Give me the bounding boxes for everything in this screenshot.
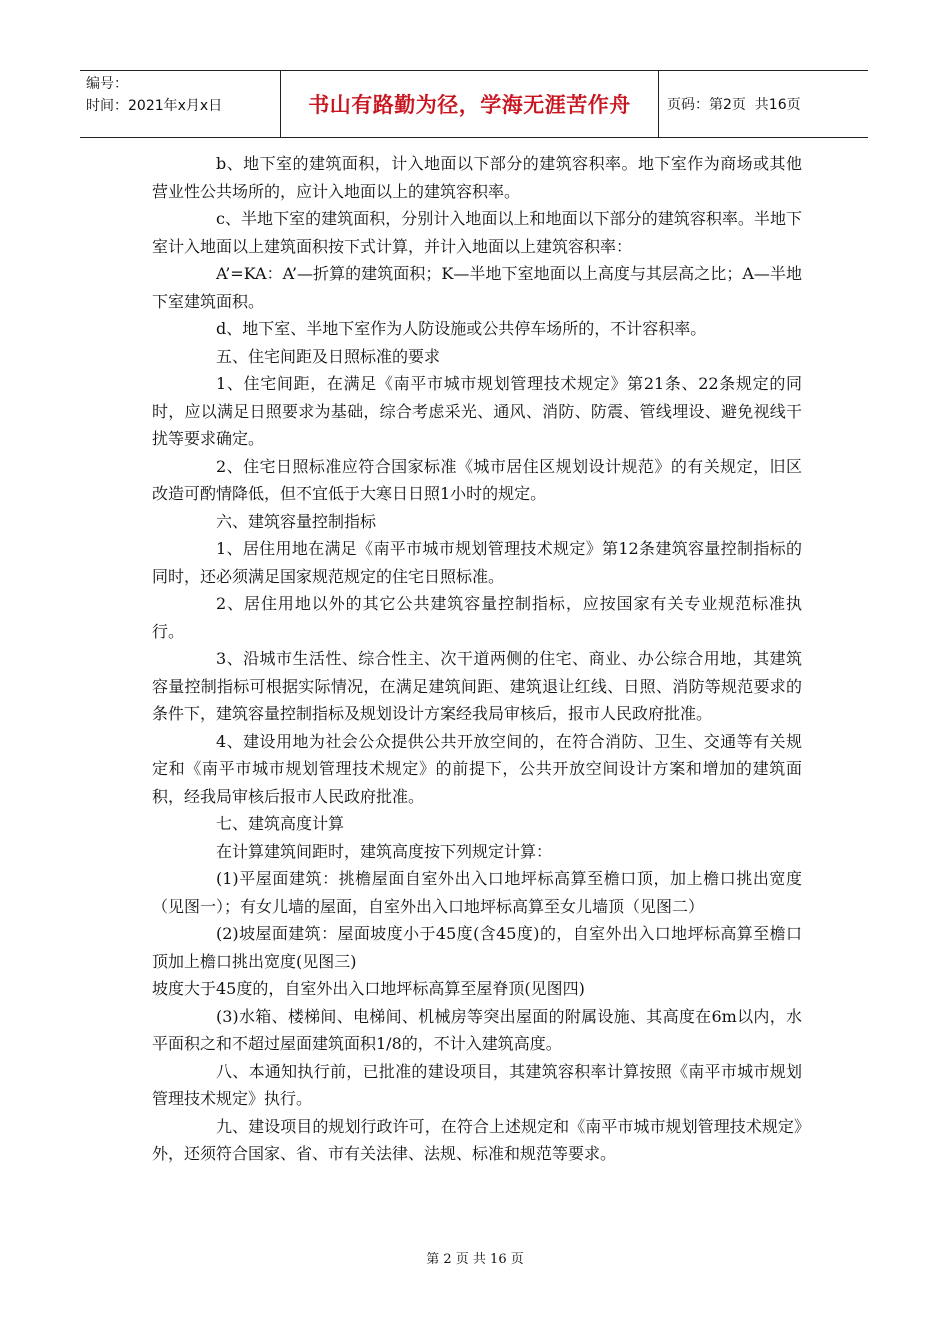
page-footer bbox=[0, 1248, 950, 1267]
body-paragraph: b、地下室的建筑面积，计入地面以下部分的建筑容积率。地下室作为商场或其他营业性公共场所的，应计入地面以上的建筑容积率。 bbox=[152, 154, 802, 201]
body-paragraph: 1、居住用地在满足《南平市城市规划管理技术规定》第12条建筑容量控制指标的同时，还必须满足国家规范规定的住宅日照标准。 bbox=[152, 539, 802, 586]
body-paragraph: d、地下室、半地下室作为人防设施或公共停车场所的，不计容积率。 bbox=[216, 319, 707, 338]
body-paragraph: 五、住宅间距及日照标准的要求 bbox=[216, 346, 441, 366]
body-paragraph: 2、居住用地以外的其它公共建筑容量控制指标，应按国家有关专业规范标准执行。 bbox=[152, 594, 802, 641]
body-paragraph: 1、住宅间距，在满足《南平市城市规划管理技术规定》第21条、22条规定的同时，应以满足日照要求为基础，综合考虑采光、通风、消防、防震、管线埋设、避免视线干扰等要求确定。 bbox=[152, 374, 802, 448]
body-paragraph: 2、住宅日照标准应符合国家标准《城市居住区规划设计规范》的有关规定，旧区改造可酌情降低，但不宜低于大寒日日照1小时的规定。 bbox=[152, 456, 802, 503]
body-paragraph: 坡度大于45度的，自室外出入口地坪标高算至屋脊顶(见图四) bbox=[152, 979, 585, 998]
body-paragraph: 在计算建筑间距时，建筑高度按下列规定计算： bbox=[216, 841, 553, 861]
header-meta-cell bbox=[80, 71, 281, 137]
body-paragraph: (2)坡屋面建筑：屋面坡度小于45度(含45度)的，自室外出入口地坪标高算至檐口顶加上檐口挑出宽度(见图三) bbox=[152, 924, 802, 971]
page-header bbox=[80, 70, 868, 138]
body-paragraph: A’=KA：A’—折算的建筑面积；K—半地下室地面以上高度与其层高之比；A—半地下室建筑面积。 bbox=[152, 264, 802, 311]
body-paragraph: (1)平屋面建筑：挑檐屋面自室外出入口地坪标高算至檐口顶，加上檐口挑出宽度（见图一）；有女儿墙的屋面，自室外出入口地坪标高算至女儿墙顶（见图二） bbox=[152, 869, 802, 916]
body-paragraph: 4、建设用地为社会公众提供公共开放空间的，在符合消防、卫生、交通等有关规定和《南平市城市规划管理技术规定》的前提下，公共开放空间设计方案和增加的建筑面积，经我局审核后报市人民政府批准。 bbox=[152, 731, 802, 806]
body-paragraph: 八、本通知执行前，已批准的建设项目，其建筑容积率计算按照《南平市城市规划管理技术规定》执行。 bbox=[152, 1061, 802, 1108]
document-body bbox=[152, 150, 802, 1168]
body-paragraph: 七、建筑高度计算 bbox=[216, 814, 345, 833]
header-motto-cell bbox=[281, 71, 659, 137]
header-page-cell bbox=[659, 71, 868, 137]
header-page-info: 页码：第2页 共16页 bbox=[667, 97, 801, 113]
document-date-label: 时间：2021年x月x日 bbox=[86, 98, 223, 114]
body-paragraph: c、半地下室的建筑面积，分别计入地面以上和地面以下部分的建筑容积率。半地下室计入地面以上建筑面积按下式计算，并计入地面以上建筑容积率： bbox=[152, 209, 802, 256]
footer-page-number: 第 2 页 共 16 页 bbox=[426, 1252, 524, 1267]
body-paragraph: (3)水箱、楼梯间、电梯间、机械房等突出屋面的附属设施、其高度在6m以内，水平面积之和不超过屋面建筑面积1/8的，不计入建筑高度。 bbox=[152, 1006, 802, 1053]
document-code-label: 编号： bbox=[86, 76, 128, 92]
body-paragraph: 六、建筑容量控制指标 bbox=[216, 511, 377, 531]
body-paragraph: 3、沿城市生活性、综合性主、次干道两侧的住宅、商业、办公综合用地，其建筑容量控制指标可根据实际情况，在满足建筑间距、建筑退让红线、日照、消防等规范要求的条件下，建筑容量控制指标及规划设计方案经我局审核后，报市人民政府批准。 bbox=[152, 649, 802, 723]
body-paragraph: 九、建设项目的规划行政许可，在符合上述规定和《南平市城市规划管理技术规定》外，还须符合国家、省、市有关法律、法规、标准和规范等要求。 bbox=[152, 1116, 802, 1163]
header-motto: 书山有路勤为径，学海无涯苦作舟 bbox=[308, 93, 631, 117]
